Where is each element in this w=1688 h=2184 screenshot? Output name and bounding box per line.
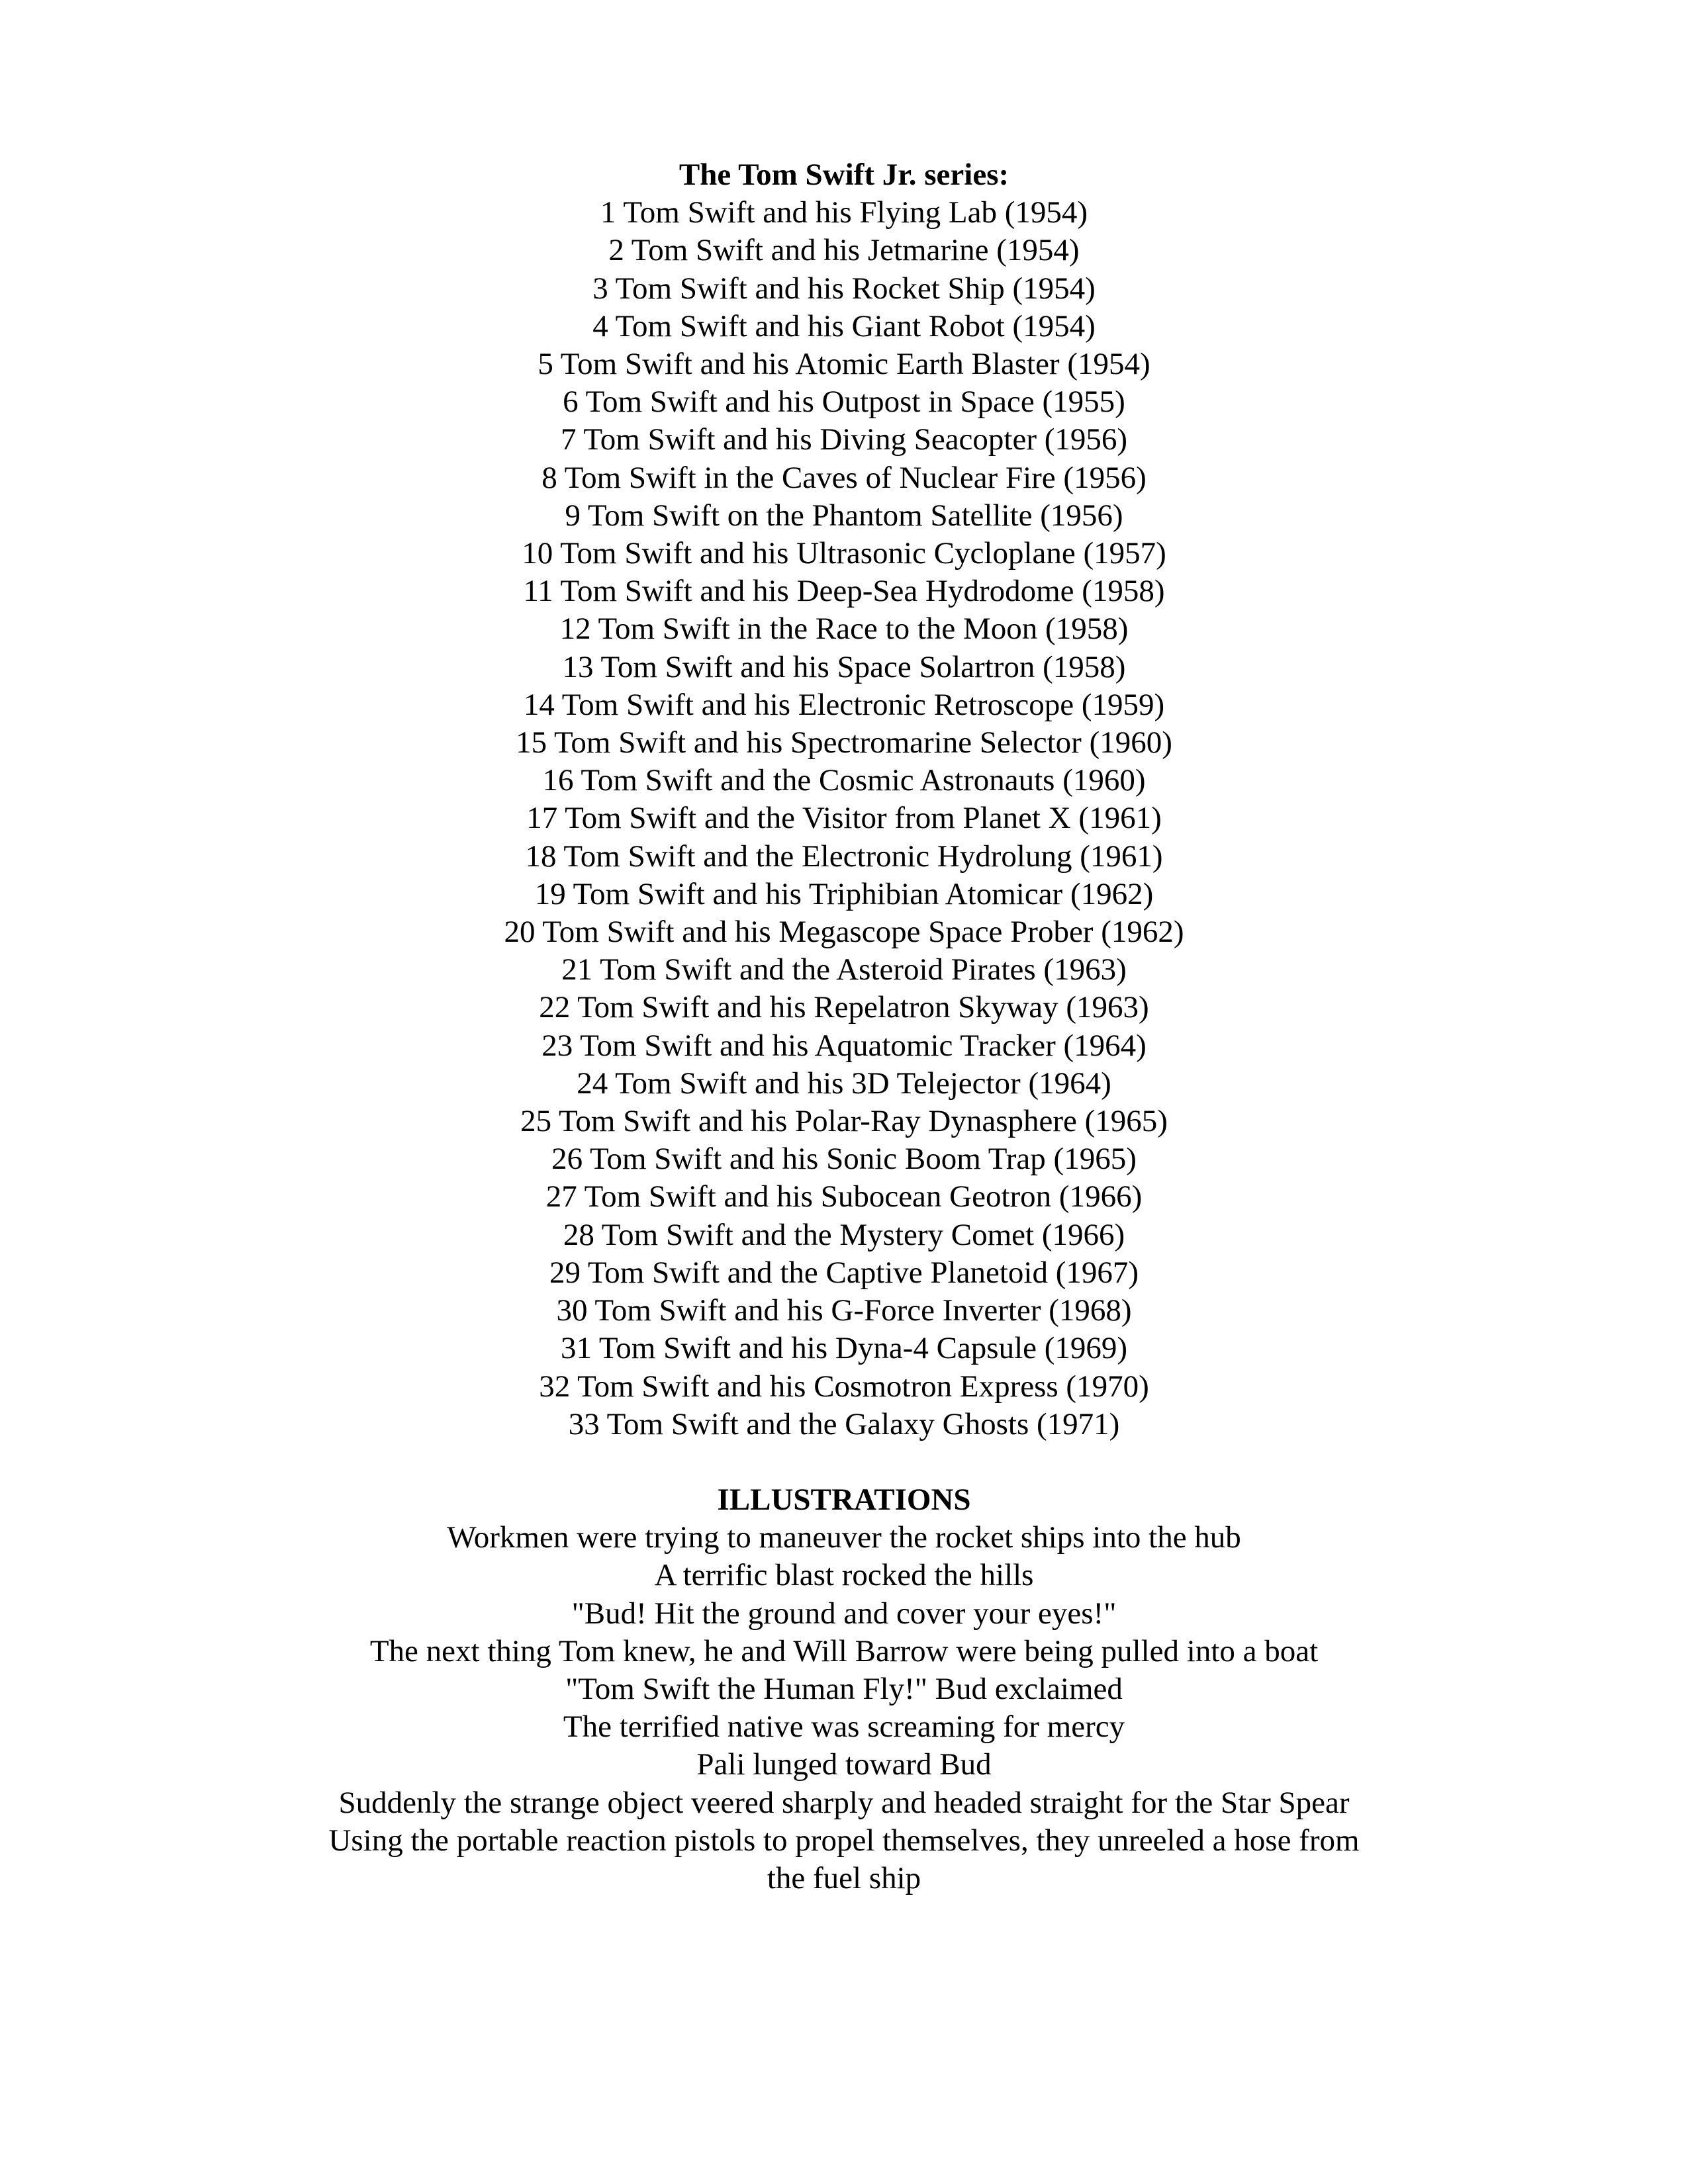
book-entry: 7 Tom Swift and his Diving Seacopter (1956): [560, 422, 1128, 457]
series-heading: The Tom Swift Jr. series:: [679, 158, 1009, 192]
book-entry: 23 Tom Swift and his Aquatomic Tracker (1964): [541, 1028, 1147, 1063]
book-entry: 28 Tom Swift and the Mystery Comet (1966): [563, 1217, 1125, 1252]
book-entry: 15 Tom Swift and his Spectromarine Selector (1960): [516, 725, 1172, 760]
book-entry: 26 Tom Swift and his Sonic Boom Trap (1965): [551, 1142, 1137, 1177]
book-entry: 13 Tom Swift and his Space Solartron (1958): [562, 649, 1126, 684]
book-entry: 12 Tom Swift in the Race to the Moon (1958): [559, 612, 1129, 647]
section-spacer: [265, 1443, 1423, 1481]
illustration-caption: Pali lunged toward Bud: [696, 1747, 992, 1782]
book-entry: 5 Tom Swift and his Atomic Earth Blaster (1954): [538, 347, 1150, 382]
book-entry: 2 Tom Swift and his Jetmarine (1954): [608, 233, 1080, 268]
book-entry: 14 Tom Swift and his Electronic Retroscope (1959): [523, 687, 1165, 722]
book-entry: 1 Tom Swift and his Flying Lab (1954): [600, 195, 1088, 230]
book-entry: 4 Tom Swift and his Giant Robot (1954): [592, 308, 1096, 343]
book-entry: 27 Tom Swift and his Subocean Geotron (1966): [545, 1179, 1143, 1214]
book-entry: 8 Tom Swift in the Caves of Nuclear Fire (1956): [541, 460, 1147, 495]
book-entry: 24 Tom Swift and his 3D Telejector (1964): [577, 1066, 1111, 1101]
illustration-caption: The terrified native was screaming for mercy: [563, 1709, 1125, 1745]
book-entry: 30 Tom Swift and his G-Force Inverter (1968): [556, 1293, 1132, 1328]
illustration-caption: Workmen were trying to maneuver the rocket ships into the hub: [447, 1520, 1241, 1555]
illustration-list: [265, 1519, 1423, 1897]
book-entry: 25 Tom Swift and his Polar-Ray Dynasphere (1965): [520, 1104, 1168, 1139]
book-entry: 20 Tom Swift and his Megascope Space Prober (1962): [504, 915, 1184, 950]
illustration-caption: Suddenly the strange object veered sharply and headed straight for the Star Spear: [338, 1785, 1350, 1820]
book-list: [265, 194, 1423, 1443]
page-content: [265, 156, 1423, 1897]
book-entry: 16 Tom Swift and the Cosmic Astronauts (1960): [542, 763, 1146, 798]
book-entry: 6 Tom Swift and his Outpost in Space (1955): [563, 385, 1125, 420]
book-entry: 19 Tom Swift and his Triphibian Atomicar (1962): [534, 876, 1154, 911]
book-entry: 18 Tom Swift and the Electronic Hydrolung (1961): [525, 839, 1163, 874]
illustrations-heading: ILLUSTRATIONS: [717, 1482, 971, 1517]
book-entry: 10 Tom Swift and his Ultrasonic Cycloplane (1957): [522, 536, 1166, 571]
book-entry: 22 Tom Swift and his Repelatron Skyway (1963): [539, 990, 1149, 1025]
book-entry: 29 Tom Swift and the Captive Planetoid (1967): [549, 1255, 1139, 1290]
book-entry: 31 Tom Swift and his Dyna-4 Capsule (1969): [560, 1331, 1128, 1366]
book-entry: 33 Tom Swift and the Galaxy Ghosts (1971): [568, 1406, 1120, 1441]
illustration-caption: "Bud! Hit the ground and cover your eyes!": [571, 1596, 1117, 1631]
book-entry: 21 Tom Swift and the Asteroid Pirates (1963): [561, 952, 1127, 987]
book-entry: 11 Tom Swift and his Deep-Sea Hydrodome (1958): [523, 574, 1165, 609]
book-entry: 3 Tom Swift and his Rocket Ship (1954): [592, 271, 1096, 306]
book-entry: 32 Tom Swift and his Cosmotron Express (1970): [539, 1369, 1149, 1404]
book-entry: 9 Tom Swift on the Phantom Satellite (1956): [565, 498, 1123, 533]
illustration-caption: "Tom Swift the Human Fly!" Bud exclaimed: [565, 1671, 1123, 1706]
illustration-caption: The next thing Tom knew, he and Will Barrow were being pulled into a boat: [369, 1633, 1319, 1668]
illustration-caption: A terrific blast rocked the hills: [654, 1558, 1034, 1593]
illustration-caption: Using the portable reaction pistols to propel themselves, they unreeled a hose from the fuel ship: [328, 1823, 1360, 1895]
book-entry: 17 Tom Swift and the Visitor from Planet X (1961): [526, 801, 1162, 836]
